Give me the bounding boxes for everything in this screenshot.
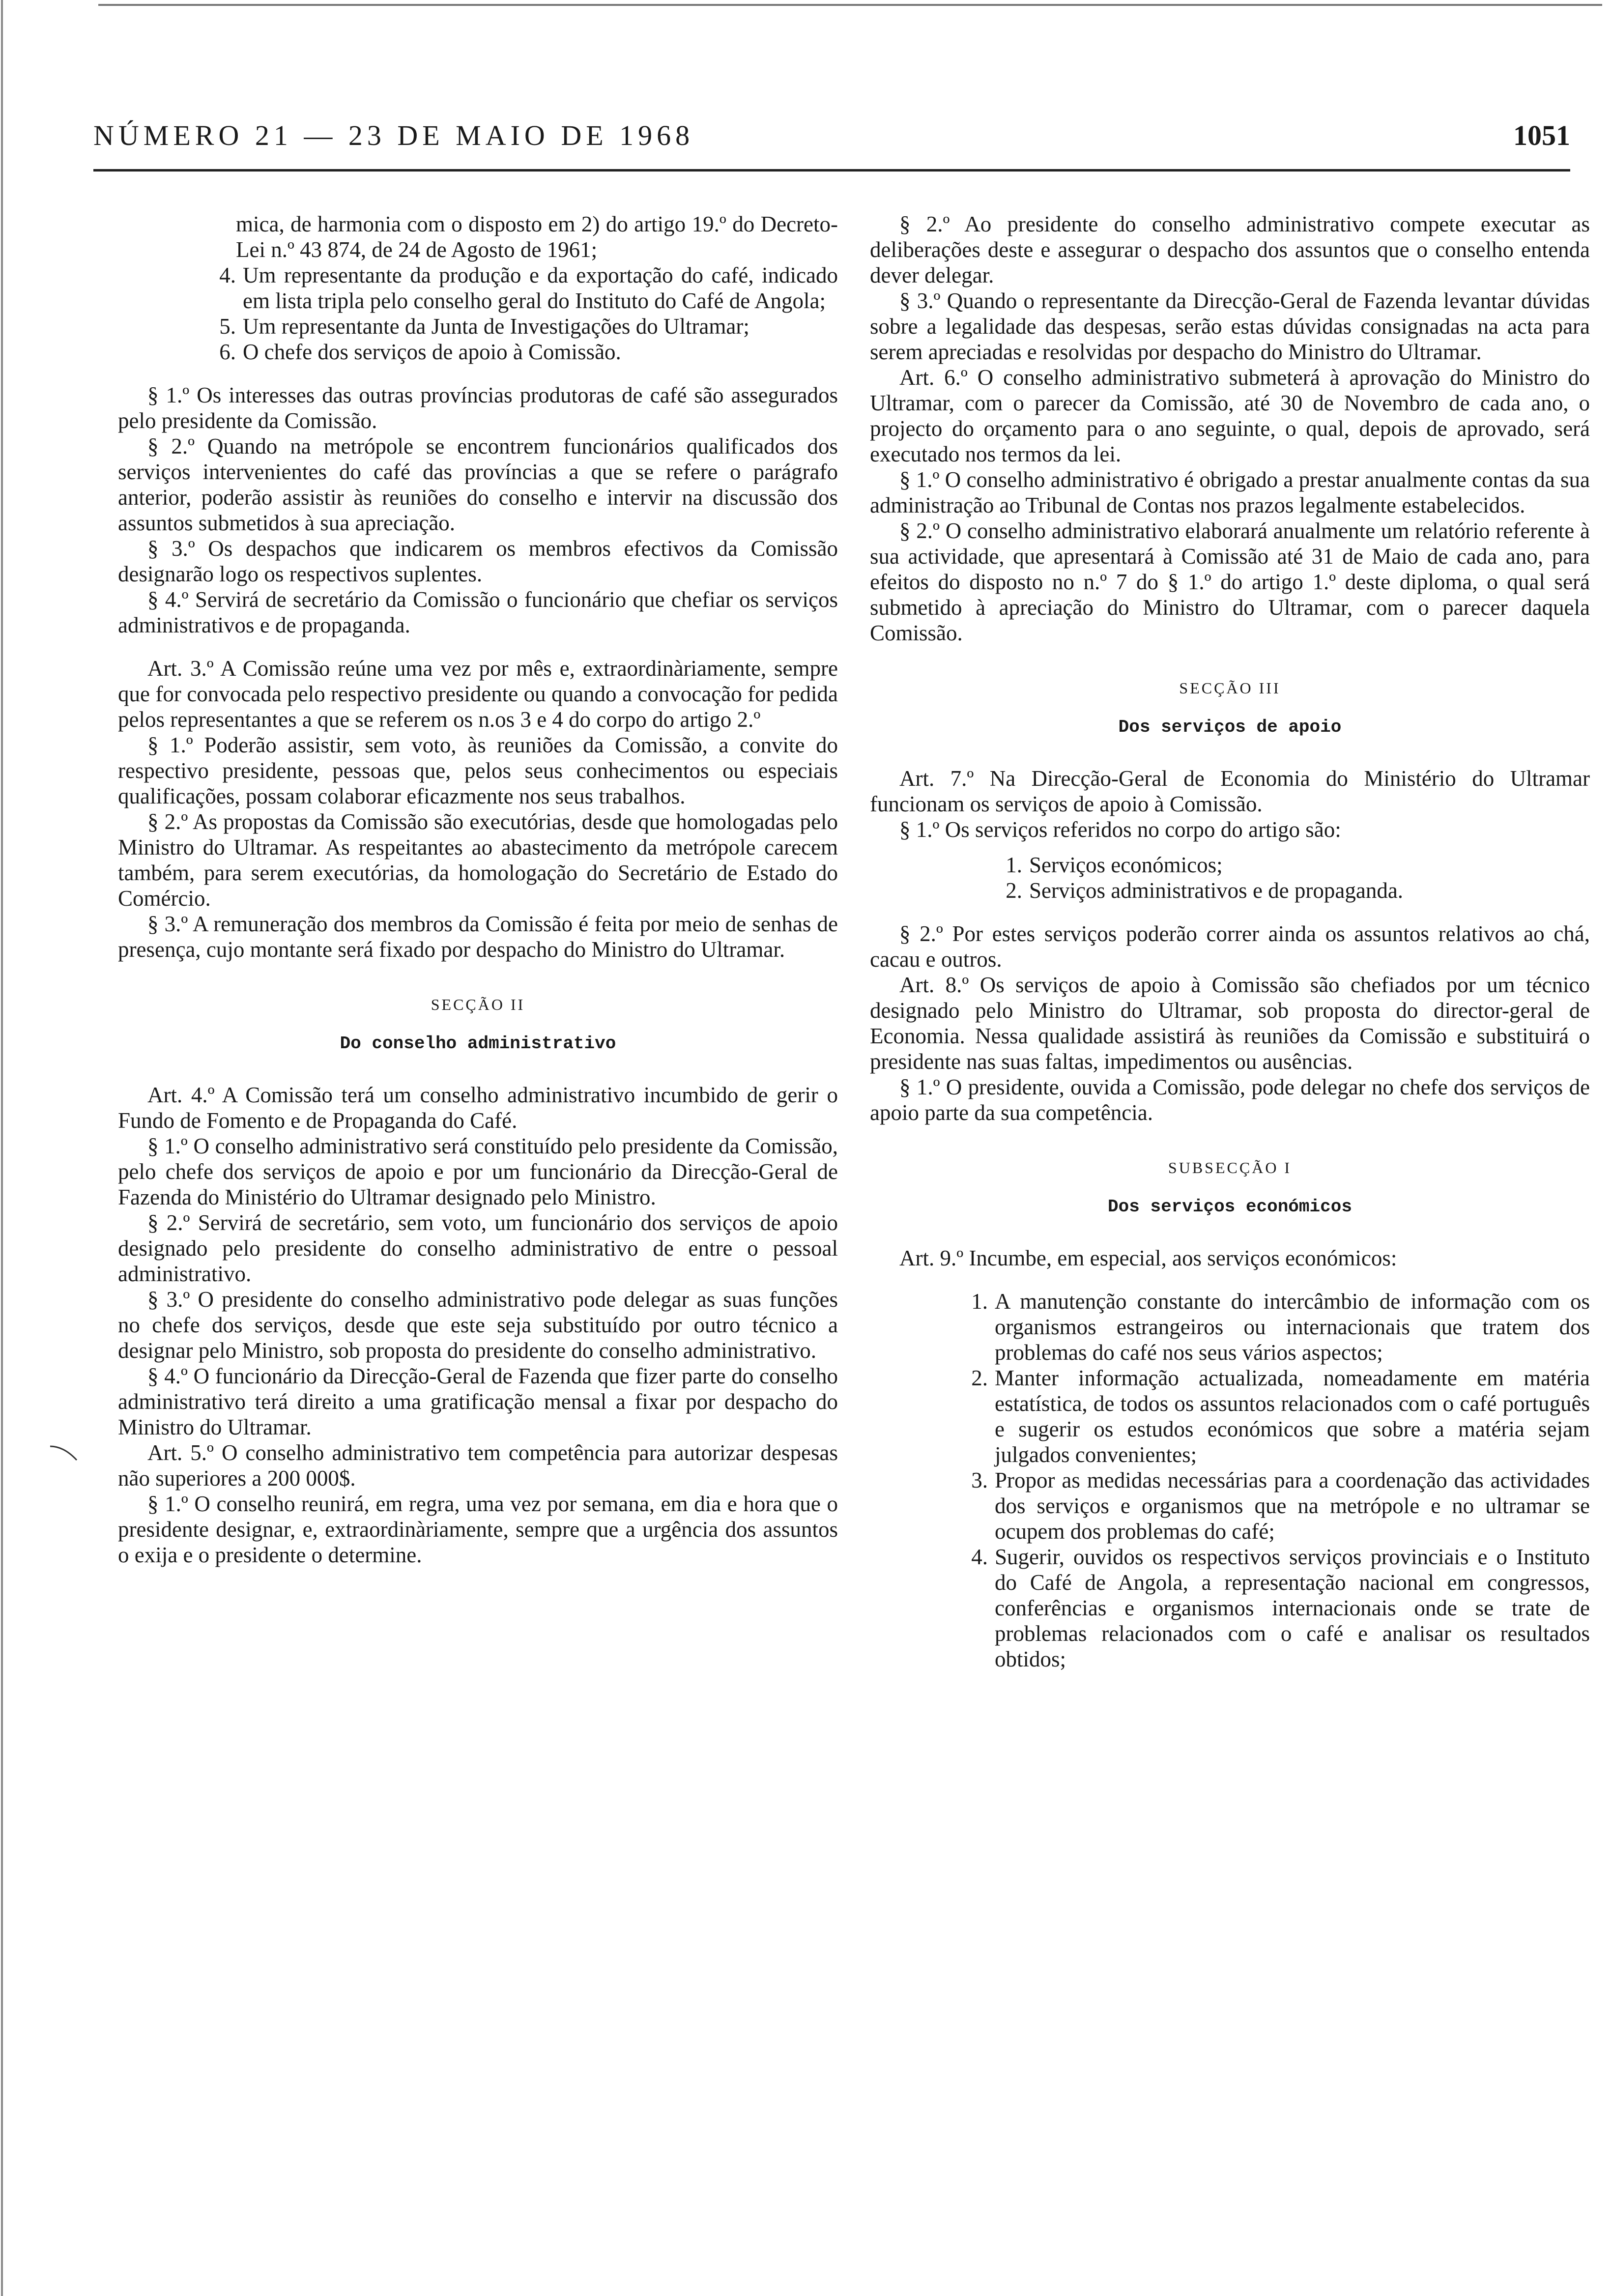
intro-continuation-block	[118, 211, 838, 262]
item-number: 2.	[971, 1366, 988, 1390]
paragraph: Art. 9.º Incumbe, em especial, aos serviços económicos:	[899, 1246, 1397, 1270]
item-text: Um representante da Junta de Investigações do Ultramar;	[243, 314, 749, 339]
paragraph: § 2.º As propostas da Comissão são executórias, desde que homologadas pelo Ministro do Ultramar. As respeitantes ao abastecimento da metrópole carecem também, para serem executórias, da homologação do Secretário de Estado do Comércio.	[118, 809, 838, 911]
item-text: Serviços económicos;	[1029, 853, 1223, 877]
item-number: 4.	[971, 1545, 988, 1569]
item-number: 1.	[1006, 853, 1022, 877]
paragraph: Art. 7.º Na Direcção-Geral de Economia do Ministério do Ultramar funcionam os serviços de apoio à Comissão.	[870, 766, 1590, 816]
paragraph: § 2.º Ao presidente do conselho administrativo compete executar as deliberações deste e assegurar o despacho dos assuntos que o conselho entenda dever delegar.	[870, 212, 1590, 287]
scan-edge-top	[98, 4, 1602, 6]
paragraph: Art. 5.º O conselho administrativo tem competência para autorizar despesas não superiores a 200 000$.	[118, 1440, 838, 1491]
paragraph: § 2.º Por estes serviços poderão correr ainda os assuntos relativos ao chá, cacau e outros.	[870, 921, 1590, 972]
spacer	[118, 638, 838, 656]
left-column	[118, 211, 838, 1568]
right-column	[870, 211, 1590, 1672]
paragraph: § 2.º Quando na metrópole se encontrem funcionários qualificados dos serviços intervenientes do café das províncias a que se refere o parágrafo anterior, poderão assistir às reuniões do conselho e intervir na discussão dos assuntos submetidos à sua apreciação.	[118, 434, 838, 535]
item-text: Propor as medidas necessárias para a coordenação das actividades dos serviços e organismos que na metrópole e no ultramar se ocupem dos problemas do café;	[995, 1468, 1590, 1544]
section-title: Do conselho administrativo	[340, 1033, 616, 1054]
list-item	[870, 1544, 1590, 1672]
services-list	[870, 852, 1590, 903]
paragraph: § 3.º Quando o representante da Direcção-Geral de Fazenda levantar dúvidas sobre a legalidade das despesas, serão estas dúvidas consignadas na acta para serem apreciadas e resolvidas por despacho do Ministro do Ultramar.	[870, 288, 1590, 364]
paragraph: Art. 6.º O conselho administrativo submeterá à aprovação do Ministro do Ultramar, com o parecer da Comissão, até 30 de Novembro de cada ano, o projecto do orçamento para o ano seguinte, o qual, depois de aprovado, será executado nos termos da lei.	[870, 365, 1590, 466]
list-item	[118, 314, 838, 339]
paragraph: § 4.º Servirá de secretário da Comissão o funcionário que chefiar os serviços administrativos e de propaganda.	[118, 587, 838, 637]
paragraph: § 1.º O conselho administrativo é obrigado a prestar anualmente contas da sua administração ao Tribunal de Contas nos prazos legalmente estabelecidos.	[870, 467, 1590, 517]
section-label: SECÇÃO II	[431, 996, 525, 1013]
item-text: Um representante da produção e da exportação do café, indicado em lista tripla pelo conselho geral do Instituto do Café de Angola;	[243, 263, 838, 313]
item-text: Serviços administrativos e de propaganda.	[1029, 878, 1404, 903]
list-item	[870, 852, 1590, 878]
spacer	[118, 365, 838, 382]
paragraph: § 4.º O funcionário da Direcção-Geral de Fazenda que fizer parte do conselho administrativo terá direito a uma gratificação mensal a fixar por despacho do Ministro do Ultramar.	[118, 1364, 838, 1439]
members-list	[118, 262, 838, 365]
item-number: 2.	[1006, 878, 1022, 903]
item-text: Sugerir, ouvidos os respectivos serviços provinciais e o Instituto do Café de Angola, a representação nacional em congressos, conferências e organismos internacionais onde se trate de problemas relacionados com o café e analisar os resultados obtidos;	[995, 1545, 1590, 1671]
margin-mark-icon	[49, 1442, 79, 1462]
item-number: 6.	[219, 340, 236, 364]
section-title: Dos serviços de apoio	[1118, 717, 1342, 737]
subsection-label: SUBSECÇÃO I	[1168, 1159, 1292, 1177]
paragraph: § 1.º Os serviços referidos no corpo do artigo são:	[899, 817, 1341, 842]
paragraph: § 1.º Os interesses das outras províncias produtoras de café são assegurados pelo presidente da Comissão.	[118, 383, 838, 433]
item-number: 5.	[219, 314, 236, 339]
item-number: 1.	[971, 1289, 988, 1314]
paragraph: § 1.º O conselho reunirá, em regra, uma vez por semana, em dia e hora que o presidente designar, e, extraordinàriamente, sempre que a urgência dos assuntos o exija e o presidente o determine.	[118, 1492, 838, 1567]
subsection-title: Dos serviços económicos	[1108, 1197, 1352, 1217]
item-number: 4.	[219, 263, 236, 287]
list-item	[118, 339, 838, 365]
scan-edge-left	[1, 0, 3, 2296]
spacer	[870, 842, 1590, 852]
duties-list	[870, 1289, 1590, 1672]
paragraph: Art. 4.º A Comissão terá um conselho administrativo incumbido de gerir o Fundo de Fomento e de Propaganda do Café.	[118, 1083, 838, 1133]
paragraph: § 1.º O presidente, ouvida a Comissão, pode delegar no chefe dos serviços de apoio parte da sua competência.	[870, 1075, 1590, 1125]
paragraph: § 2.º Servirá de secretário, sem voto, um funcionário dos serviços de apoio designado pelo presidente do conselho administrativo de entre o pessoal administrativo.	[118, 1210, 838, 1286]
header-rule	[93, 169, 1570, 172]
item-text: A manutenção constante do intercâmbio de informação com os organismos estrangeiros ou internacionais que tratem dos problemas do café nos seus vários aspectos;	[995, 1289, 1590, 1365]
list-item	[870, 1289, 1590, 1365]
list-item	[870, 878, 1590, 903]
spacer	[870, 903, 1590, 921]
issue-title: NÚMERO 21 — 23 DE MAIO DE 1968	[93, 119, 694, 151]
paragraph: § 3.º A remuneração dos membros da Comissão é feita por meio de senhas de presença, cujo montante será fixado por despacho do Ministro do Ultramar.	[118, 912, 838, 962]
list-item	[118, 262, 838, 314]
page-number: 1051	[1513, 119, 1570, 151]
paragraph: § 1.º Poderão assistir, sem voto, às reuniões da Comissão, a convite do respectivo presidente, pessoas que, pelos seus conhecimentos ou especiais qualificações, possam colaborar eficazmente nos seus trabalhos.	[118, 733, 838, 808]
paragraph: Art. 3.º A Comissão reúne uma vez por mês e, extraordinàriamente, sempre que for convocada pelo respectivo presidente ou quando a convocação for pedida pelos representantes a que se referem os n.os 3 e 4 do corpo do artigo 2.º	[118, 656, 838, 732]
intro-continuation: mica, de harmonia com o disposto em 2) do artigo 19.º do Decreto-Lei n.º 43 874, de 24 de Agosto de 1961;	[236, 212, 838, 262]
list-item	[870, 1365, 1590, 1467]
item-number: 3.	[971, 1468, 988, 1492]
paragraph: § 3.º Os despachos que indicarem os membros efectivos da Comissão designarão logo os respectivos suplentes.	[118, 536, 838, 586]
section-label: SECÇÃO III	[1179, 679, 1281, 697]
paragraph: § 3.º O presidente do conselho administrativo pode delegar as suas funções no chefe dos serviços, desde que este seja substituído por outro técnico a designar pelo Ministro, sob proposta do presidente do conselho administrativo.	[118, 1287, 838, 1363]
paragraph: Art. 8.º Os serviços de apoio à Comissão são chefiados por um técnico designado pelo Ministro do Ultramar, sob proposta do director-geral de Economia. Nessa qualidade assistirá às reuniões da Comissão e substituirá o presidente nas suas faltas, impedimentos ou ausências.	[870, 973, 1590, 1074]
item-text: O chefe dos serviços de apoio à Comissão.	[243, 340, 621, 364]
paragraph: § 2.º O conselho administrativo elaborará anualmente um relatório referente à sua actividade, que apresentará à Comissão até 31 de Maio de cada ano, para efeitos do disposto no n.º 7 do § 1.º do artigo 1.º deste diploma, o qual será submetido à apreciação do Ministro do Ultramar, com o parecer daquela Comissão.	[870, 518, 1590, 645]
list-item	[870, 1467, 1590, 1544]
paragraph: § 1.º O conselho administrativo será constituído pelo presidente da Comissão, pelo chefe dos serviços de apoio e por um funcionário da Direcção-Geral de Fazenda do Ministério do Ultramar designado pelo Ministro.	[118, 1134, 838, 1209]
spacer	[870, 1271, 1590, 1289]
item-text: Manter informação actualizada, nomeadamente em matéria estatística, de todos os assuntos relacionados com o café português e sugerir os estudos económicos que sobre a matéria sejam julgados convenientes;	[995, 1366, 1590, 1467]
page-header	[93, 114, 1570, 168]
